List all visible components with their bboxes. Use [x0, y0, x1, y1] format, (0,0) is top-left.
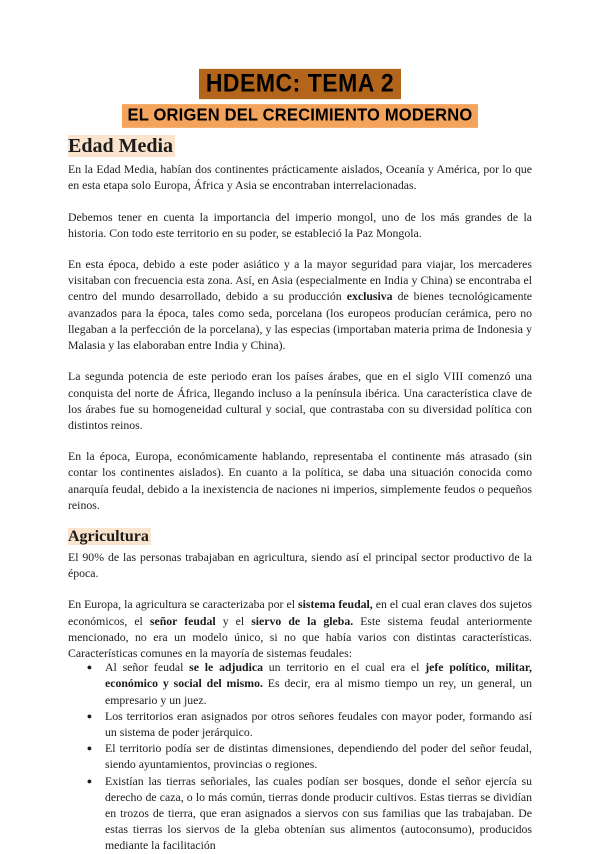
section-heading-agricultura: [68, 528, 532, 546]
list-item-text: Existían las tierras señoriales, las cuales podían ser bosques, donde el señor ejercía su derecho de caza, o lo más común, tierras donde producir cultivos. Estas tierras se dividían en trozos de tierra, que eran asignados a siervos con sus familias que las trabajaban. De estas tierras los siervos de la gleba obtenían sus alimentos (autoconsumo), producidos mediante la facilitación: [105, 773, 532, 853]
list-item: [68, 708, 532, 740]
list-item: [68, 773, 532, 854]
list-item: [68, 659, 532, 708]
section-heading-edad-media: [68, 135, 532, 158]
paragraph: La segunda potencia de este periodo eran los países árabes, que en el siglo VIII comenzó una conquista del norte de África, llegando incluso a la península ibérica. Una característica clave de los árabes fue su homogeneidad cultural y social, que contrastaba con su diversidad política con distintos reinos.: [68, 369, 532, 432]
list-item-text: El territorio podía ser de distintas dimensiones, dependiendo del poder del señor feudal, siendo ayuntamientos, provincias o regiones.: [105, 741, 532, 772]
list-item-text: Al señor feudal se le adjudica un territorio en el cual era el jefe político, militar, económico y social del mismo. Es decir, era al mismo tiempo un rey, un general, un empresario y un juez.: [105, 660, 533, 707]
list-item-text: Los territorios eran asignados por otros señores feudales con mayor poder, formando así un sistema de poder jerárquico.: [105, 708, 532, 739]
paragraph: Debemos tener en cuenta la importancia del imperio mongol, uno de los más grandes de la historia. Con todo este territorio en su poder, se estableció la Paz Mongola.: [68, 209, 532, 240]
doc-subtitle: EL ORIGEN DEL CRECIMIENTO MODERNO: [122, 104, 479, 128]
paragraph: En la época, Europa, económicamente hablando, representaba el continente más atrasado (sin contar los continentes aislados). En cuanto a la política, se daba una situación conocida como anarquía feudal, debido a la inexistencia de naciones ni imperios, simplemente feudos o pequeños reinos.: [68, 449, 532, 512]
bullet-icon: ●: [86, 710, 93, 721]
paragraph: En esta época, debido a este poder asiático y a la mayor seguridad para viajar, los mercaderes visitaban con frecuencia esta zona. Así, en Asia (especialmente en India y China) se encontraba el centro del mundo desarrollado, debido a su producción exclusiva de bienes tecnológicamente avanzados para la época, tales como seda, porcelana (los europeos producían cerámica, pero no llegaban a la perfección de la porcelana), y las especias (importaban materia prima de Indonesia y Malasia y las elaboraban entre India y China).: [68, 257, 532, 353]
section-heading-text: Edad Media: [68, 135, 174, 158]
bullet-list: [68, 659, 532, 853]
paragraph: En Europa, la agricultura se caracterizaba por el sistema feudal, en el cual eran claves dos sujetos económicos, el señor feudal y el siervo de la gleba. Este sistema feudal anteriormente mencionado, no era un modelo único, si no que había varios con distintas características. Características comunes en la mayoría de sistemas feudales:: [68, 597, 532, 660]
bullet-icon: ●: [86, 743, 93, 754]
paragraph: El 90% de las personas trabajaban en agricultura, siendo así el principal sector productivo de la época.: [68, 549, 532, 581]
bullet-icon: ●: [86, 662, 93, 673]
doc-title: HDEMC: TEMA 2: [199, 69, 401, 100]
section-heading-text: Agricultura: [68, 527, 149, 545]
subtitle-row: [68, 105, 532, 127]
bullet-icon: ●: [86, 775, 93, 786]
paragraph: En la Edad Media, habían dos continentes prácticamente aislados, Oceanía y América, por lo que en esta etapa solo Europa, África y Asia se encontraban interrelacionadas.: [68, 162, 532, 193]
list-item: [68, 740, 532, 772]
title-row: [68, 70, 532, 98]
